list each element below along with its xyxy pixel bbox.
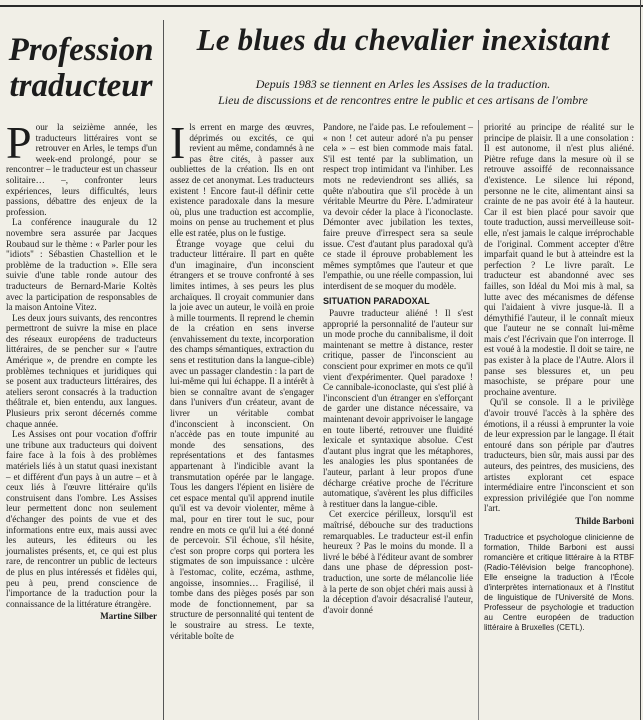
col1-signature: Martine Silber [100,611,157,622]
column-2 [170,117,314,641]
col1-paragraph-4: Les Assises ont pour vocation d'offrir une tribune aux traducteurs qui doivent faire face à la fois à des problèmes matériels liés à un statut quasi inexistant – et différent d'un pays à un autre – et à ceux liés à l'œuvre littéraire qu'ils construisent dans l'ombre. Les Assises leur permettent donc non seulement d'échanger des points de vue et des informations entre eux, mais aussi avec les auteurs, les éditeurs ou les journalistes présents, et, ce qui est plus rare, de rencontrer un public de lecteurs de plus en plus intéressés et fidèles qui, peu à peu, prend conscience de l'importance de la traduction pour la connaissance de la littérature étrangère. [6,429,157,609]
col3-paragraph-2: Pauvre traducteur aliéné ! Il s'est approprié la personnalité de l'auteur sur un mode proche du cannibalisme, il doit maintenant se mettre à distance, rester critique, passer de l'inconscient au conscient pour exprimer en mots ce qu'il vient d'expérimenter. Quel paradoxe ! Ce cannibale-iconoclaste, qui s'est plié à l'inconscient d'un étranger en s'efforçant de garder une distance nécessaire, va maintenant devoir apprivoiser le langage en toute liberté, retrouver une fluidité lexicale et syntaxique absolue. C'est d'autant plus ingrat que les métaphores, les analogies les plus spontanées de l'auteur, parlant à leur propos d'une décharge créative proche de l'écriture automatique, s'avèrent les plus difficiles à restituer dans la langue-cible. [323,308,474,509]
col4-paragraph-2: Qu'il se console. Il a le privilège d'avoir trouvé l'accès à la sphère des émotions, il a réussi à emprunter la voie de leur expression par le langage. Il était entouré dans son périple par d'autres traducteurs, bien sûr, mais aussi par des auteurs, des peintres, des musiciens, des artistes explorant cet espace intermédiaire entre l'inconscient et son expression privilégiée que l'on nomme l'art. [484,397,634,514]
right-frame-rule [640,0,641,720]
top-rule [0,5,643,7]
dropcap-i: I [170,117,186,168]
column-divider-1 [163,20,164,720]
article-subtitle [168,76,638,108]
column-3 [323,122,473,615]
column-4 [484,122,634,633]
col2-paragraph-1: ls errent en marge des œuvres, déprimés ou excités, ce qui revient au même, condamnés à ne pas être cités, à passer aux oubliettes de la création. Ils en ont assez de cet anonymat. Les traducteurs existent ! Encore faut-il définir cette existence paradoxale dans la mesure où, plus une traduction est accomplie, moins on pense au truchement et plus elle est ratée, plus on le fustige. [170,122,314,238]
author-bio: Traductrice et psychologue clinicienne de formation, Thilde Barboni est aussi romancière et critique littéraire à la RTBF (Radio-Télévision belge francophone). Elle enseigne la traduction à l'École d'interprètes internationaux et à l'Institut de linguistique de l'Université de Mons. Professeur de psychologie et traduction au Centre européen de traduction littéraire à Bruxelles (CETL). [484,532,634,632]
subtitle-line-2: Lieu de discussions et de rencontres entre le public et ces artisans de l'ombre [218,93,588,107]
col4-paragraph-1: priorité au principe de réalité sur le principe de plaisir. Il a une consolation : Il est autonome, il n'est plus aliéné. Piètre refuge dans la mesure où il se retrouve assoiffé de reconnaissance d'existence. Le silence lui répond, personne ne le cite, alimentant ainsi sa crainte de ne pas avoir été à la hauteur. Car il est bien placé pour savoir que toute traduction, aussi merveilleuse soit-elle, n'est jamais le calque irréprochable de l'original. Comment accepter d'être imparfait quand le but à atteindre est la perfection ? Le livre paraît. Le traducteur est abandonné avec ses failles, son Idéal du Moi mis à mal, sa lutte avec des mécanismes de défense qui l'aidaient à vivre jusque-là. Il a démythifié l'auteur, il le connaît mieux que l'auteur ne se connaît lui-même mais c'est l'écrivain que l'on interroge. Il est voué à la modestie. Il doit se taire, ne pas exister à la place de l'Autre. Alors il panse ses blessures et, un peu masochiste, se prépare pour une prochaine aventure. [484,122,634,397]
col3-paragraph-1: Pandore, ne l'aide pas. Le refoulement – « non ! cet auteur adoré n'a pu penser cela » – est bien commode mais fatal. S'il est tenté par la sublimation, un respect trop intimidant va l'inhiber. Les mots ne redeviendront ses alliés, sa quête n'aboutira que s'il procède à un véritable Meurtre du Père. L'admirateur va devoir céder la place à l'iconoclaste. Démonter avec jubilation les textes, faire preuve d'irrespect sera sa seule issue. C'est d'autant plus paradoxal qu'à ce stade il éprouve probablement les mêmes symptômes que l'auteur et que l'empathie, ou une réelle compassion, lui interdisent de se moquer du modèle. [323,122,473,291]
column-divider-4 [478,120,479,720]
column-1 [6,117,158,622]
col3-paragraph-3: Cet exercice périlleux, lorsqu'il est maîtrisé, débouche sur des traductions remarquables. Le traducteur est-il enfin heureux ? Pas le moins du monde. Il a livré le bébé à l'éditeur avant de sombrer dans une phase de dépression post-traduction, une sorte de mélancolie liée à la perte de son objet chéri mais aussi à la déception d'avoir désacralisé l'auteur, d'avoir donné [323,509,473,615]
col1-paragraph-3: Les deux jours suivants, des rencontres permettront de suivre la mise en place des réseaux européens de traducteurs littéraires, de se pencher sur « l'autre Amérique », de prendre en compte les problèmes techniques et juridiques qui se posent aux traducteurs littéraires, des ateliers seront consacrés à la traduction théâtrale et, bien entendu, aux langues. Plusieurs prix seront décernés comme chaque année. [6,312,157,429]
col1-paragraph-1: our la seizième année, les traducteurs littéraires vont se retrouver en Arles, le temps d'un week-end prolongé, pour se rencontrer – le traducteur est un chasseur solitaire… –, confronter leurs expériences, leurs difficultés, leurs passions, débattre des enjeux de la profession. [6,122,158,217]
kicker-heading: Profession traducteur [8,32,154,104]
col1-paragraph-2: La conférence inaugurale du 12 novembre sera assurée par Jacques Roubaud sur le thème : « Parler pour les "idiots" : Sébastien Chastellion et le problème de la traduction ». Elle sera suivie d'une table ronde autour des traducteurs de Bernard-Marie Koltès avec la participation de responsables de la maison Antoine Vitez. [6,217,157,313]
dropcap-p: P [6,117,32,168]
col4-signature: Thilde Barboni [575,515,634,526]
article-title: Le blues du chevalier inexistant [196,22,610,57]
section-heading: SITUATION PARADOXAL [323,295,430,306]
col2-paragraph-2: Étrange voyage que celui du traducteur littéraire. Il part en quête d'un imaginaire, d'un inconscient étrangers et se trouve confronté à ses limites intimes, à ses peurs les plus archaïques. Il croyait communier dans la joie avec un auteur, le voilà en proie à mille tourments. Il reprend le chemin de la création en sens inverse (envahissement du texte, incorporation des champs sémantiques, extraction du sens et restitution dans la langue-cible) avec un passager clandestin : la part de lui-même qui lui échappe. Il a intérêt à bien se connaître avant de s'engager dans l'univers d'un créateur, avant de livrer un véritable combat d'inconscient à inconscient. On n'accède pas en toute impunité au monde des sensations, des représentations et des fantasmes appartenant à l'indicible avant la transmutation opérée par le langage. Tous les dangers l'épient en lisière de cet espace mental qu'il apprend inutile qu'il est va devoir violenter, même à mal, pour en tirer tout le suc, pour rendre en mots ce qu'il lui a été donné de percevoir. S'il échoue, s'il hésite, c'est son propre corps qui portera les stigmates de son impuissance : ulcère à l'estomac, colite, eczéma, asthme, angoisse, insomnies… Fragilisé, il tombe dans des pièges posés par son mode de fonctionnement, par sa structure de personnalité qui tentent de le soustraire au stress. Le texte, véritable boîte de [170,238,314,641]
subtitle-line-1: Depuis 1983 se tiennent en Arles les Assises de la traduction. [255,77,551,91]
